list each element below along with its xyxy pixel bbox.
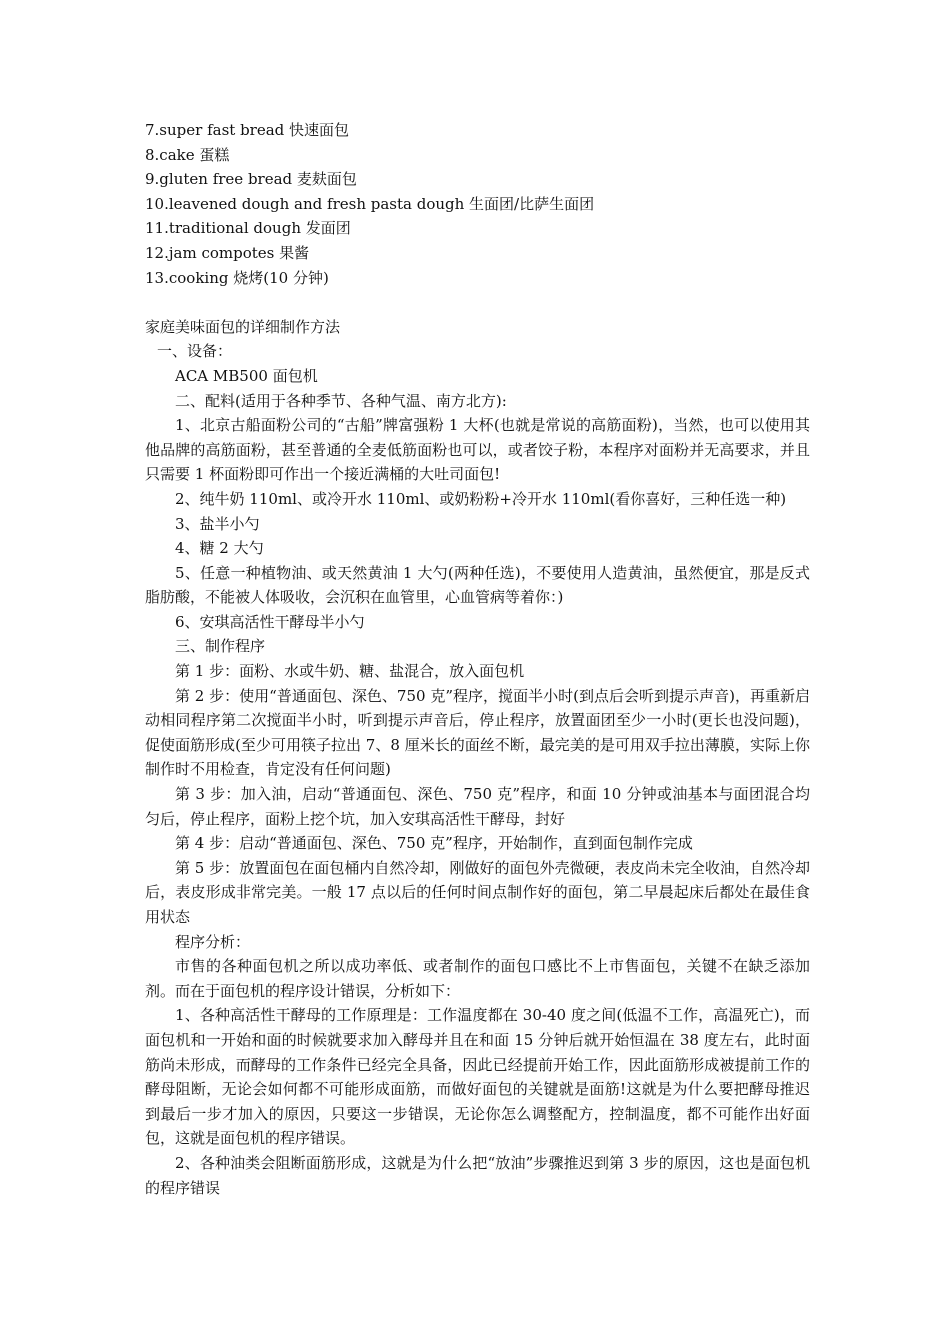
equipment-heading: 一、设备：: [157, 342, 233, 361]
ingredient-item: 3、盐半小勺: [175, 514, 260, 533]
program-list: [145, 118, 810, 290]
program-list-item: 11.traditional dough 发面团: [145, 219, 351, 238]
program-list-item: 8.cake 蛋糕: [145, 145, 230, 164]
program-list-item: 9.gluten free bread 麦麸面包: [145, 170, 357, 189]
procedure-step: 第 2 步：使用“普通面包、深色、750 克”程序，搅面半小时(到点后会听到提示声音)，再重新启动相同程序第二次搅面半小时，听到提示声音后，停止程序，放置面团至少一小时(更长也没问题)，促使面筋形成(至少可用筷子拉出 7、8 厘米长的面丝不断，最完美的是可用双手拉出薄膜，实际上你制作时不用检查，肯定没有任何问题): [145, 686, 810, 779]
article-title: 家庭美味面包的详细制作方法: [145, 317, 341, 336]
analysis-heading: 程序分析：: [175, 932, 251, 951]
ingredients-heading: 二、配料(适用于各种季节、各种气温、南方北方):: [175, 391, 507, 410]
procedure-step: 第 1 步：面粉、水或牛奶、糖、盐混合，放入面包机: [175, 662, 525, 681]
procedure-step: 第 3 步：加入油，启动“普通面包、深色、750 克”程序，和面 10 分钟或油基本与面团混合均匀后，停止程序，面粉上挖个坑，加入安琪高活性干酵母，封好: [145, 785, 810, 828]
program-list-item: 7.super fast bread 快速面包: [145, 121, 350, 139]
analysis-paragraph: 2、各种油类会阻断面筋形成，这就是为什么把“放油”步骤推迟到第 3 步的原因，这也是面包机的程序错误: [145, 1153, 810, 1197]
analysis-paragraph: 1、各种高活性干酵母的工作原理是：工作温度都在 30-40 度之间(低温不工作，高温死亡)，而面包机和一开始和面的时候就要求加入酵母并且在和面 15 分钟后就开始恒温在 38 度左右，此时面筋尚未形成，而酵母的工作条件已经完全具备，因此已经提前开始工作，因此面筋形成被提前工作的酵母阻断，无论会如何都不可能形成面筋，而做好面包的关键就是面筋!这就是为什么要把酵母推迟到最后一步才加入的原因，只要这一步错误，无论你怎么调整配方，控制温度，都不可能作出好面包，这就是面包机的程序错误。: [145, 1006, 810, 1148]
program-list-item: 12.jam compotes 果酱: [145, 243, 310, 262]
ingredient-item: 6、安琪高活性干酵母半小勺: [175, 612, 365, 631]
ingredient-item: 2、纯牛奶 110ml、或冷开水 110ml、或奶粉粉+冷开水 110ml(看你喜好，三种任选一种): [175, 489, 787, 508]
blank-line: [145, 290, 810, 315]
ingredient-item: 1、北京古船面粉公司的“古船”牌富强粉 1 大杯(也就是常说的高筋面粉)，当然，也可以使用其他品牌的高筋面粉，甚至普通的全麦低筋面粉也可以，或者饺子粉，本程序对面粉并无高要求，并且只需要 1 杯面粉即可作出一个接近满桶的大吐司面包!: [145, 416, 810, 484]
procedure-step: 第 5 步：放置面包在面包桶内自然冷却，刚做好的面包外壳微硬，表皮尚未完全收油，自然冷却后，表皮形成非常完美。一般 17 点以后的任何时间点制作好的面包，第二早晨起床后都处在最佳食用状态: [145, 858, 810, 926]
procedure-heading: 三、制作程序: [175, 637, 266, 656]
program-list-item: 10.leavened dough and fresh pasta dough 生面团/比萨生面团: [145, 194, 595, 213]
ingredient-item: 5、任意一种植物油、或天然黄油 1 大勺(两种任选)，不要使用人造黄油，虽然便宜，那是反式脂肪酸，不能被人体吸收，会沉积在血管里，心血管病等着你：): [145, 563, 810, 607]
article: [145, 315, 810, 1200]
procedure-step: 第 4 步：启动“普通面包、深色、750 克”程序，开始制作，直到面包制作完成: [175, 834, 693, 853]
analysis-paragraph: 市售的各种面包机之所以成功率低、或者制作的面包口感比不上市售面包，关键不在缺乏添加剂。而在于面包机的程序设计错误，分析如下：: [145, 957, 810, 1000]
equipment-item: ACA MB500 面包机: [175, 366, 318, 385]
document-page: [145, 118, 810, 1200]
ingredient-item: 4、糖 2 大勺: [175, 539, 264, 558]
program-list-item: 13.cooking 烧烤(10 分钟): [145, 268, 329, 287]
